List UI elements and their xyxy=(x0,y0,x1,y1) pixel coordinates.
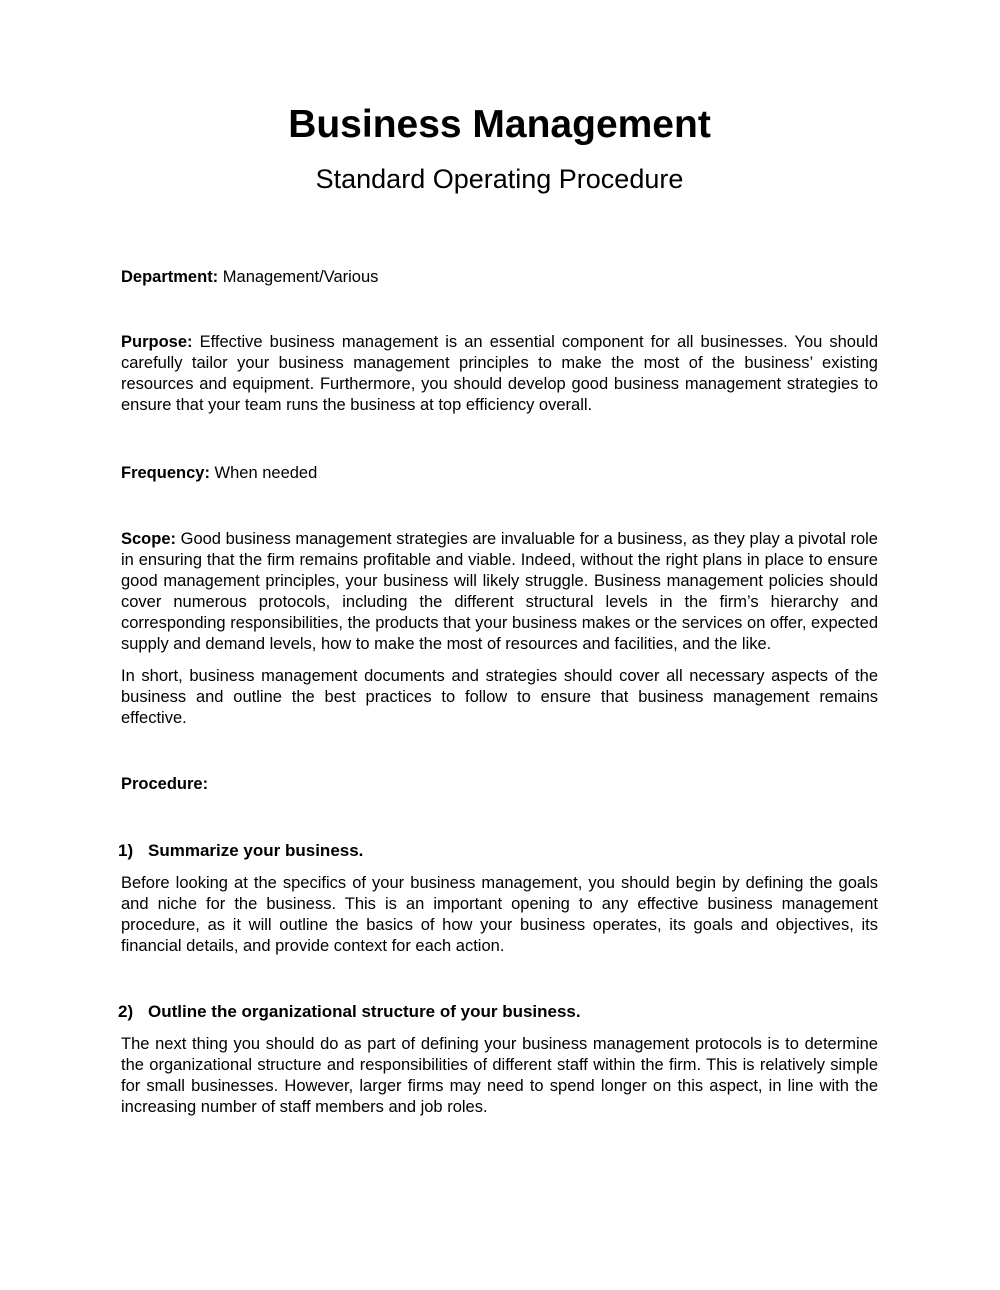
department-label: Department: xyxy=(121,268,219,287)
procedure-step-2 xyxy=(118,1001,878,1118)
frequency-label: Frequency: xyxy=(121,464,210,483)
step-1-number: 1) xyxy=(118,841,134,861)
step-1-heading: Summarize your business. xyxy=(148,841,364,861)
procedure-step-1 xyxy=(118,840,878,957)
step-1-heading-row xyxy=(118,840,878,861)
step-2-number: 2) xyxy=(118,1002,134,1022)
scope-text: Good business management strategies are invaluable for a business, as they play a pivotal role in ensuring that the firm remains profitable and viable. Indeed, without the right plans in place to ensure good management principles, your business will likely struggle. Business management policies should cover numerous protocols, including the different structural levels in the firm’s hierarchy and corresponding responsibilities, the products that your business makes or the services on offer, expected supply and demand levels, how to make the most of resources and facilities, and the like. xyxy=(121,530,878,654)
document-title: Business Management xyxy=(288,103,711,146)
procedure-heading: Procedure: xyxy=(121,775,209,794)
scope-paragraph xyxy=(121,529,878,655)
department-line xyxy=(121,267,878,288)
scope-note-paragraph: In short, business management documents and strategies should cover all necessary aspects of the business and outline the best practices to follow to ensure that business management remains effective. xyxy=(121,667,878,728)
step-2-heading: Outline the organizational structure of your business. xyxy=(148,1002,581,1022)
purpose-paragraph xyxy=(121,332,878,416)
scope-label: Scope: xyxy=(121,530,177,549)
frequency-value: When needed xyxy=(214,464,318,483)
step-2-heading-row xyxy=(118,1001,878,1022)
department-value: Management/Various xyxy=(222,268,379,287)
step-1-body: Before looking at the specifics of your business management, you should begin by defining the goals and niche for the business. This is an important opening to any effective business management procedure, as it will outline the basics of how your business operates, its goals and objectives, its financial details, and provide context for each action. xyxy=(121,874,878,956)
step-2-body: The next thing you should do as part of defining your business management protocols is to determine the organizational structure and responsibilities of different staff within the firm. This is relatively simple for small businesses. However, larger firms may need to spend longer on this aspect, in line with the increasing number of staff members and job roles. xyxy=(121,1035,878,1117)
document-subtitle: Standard Operating Procedure xyxy=(315,163,684,194)
frequency-line xyxy=(121,463,878,484)
purpose-text: Effective business management is an essential component for all businesses. You should carefully tailor your business management principles to make the most of the business’ existing resources and equipment. Furthermore, you should develop good business management strategies to ensure that your team runs the business at top efficiency overall. xyxy=(121,333,878,415)
purpose-label: Purpose: xyxy=(121,333,193,352)
